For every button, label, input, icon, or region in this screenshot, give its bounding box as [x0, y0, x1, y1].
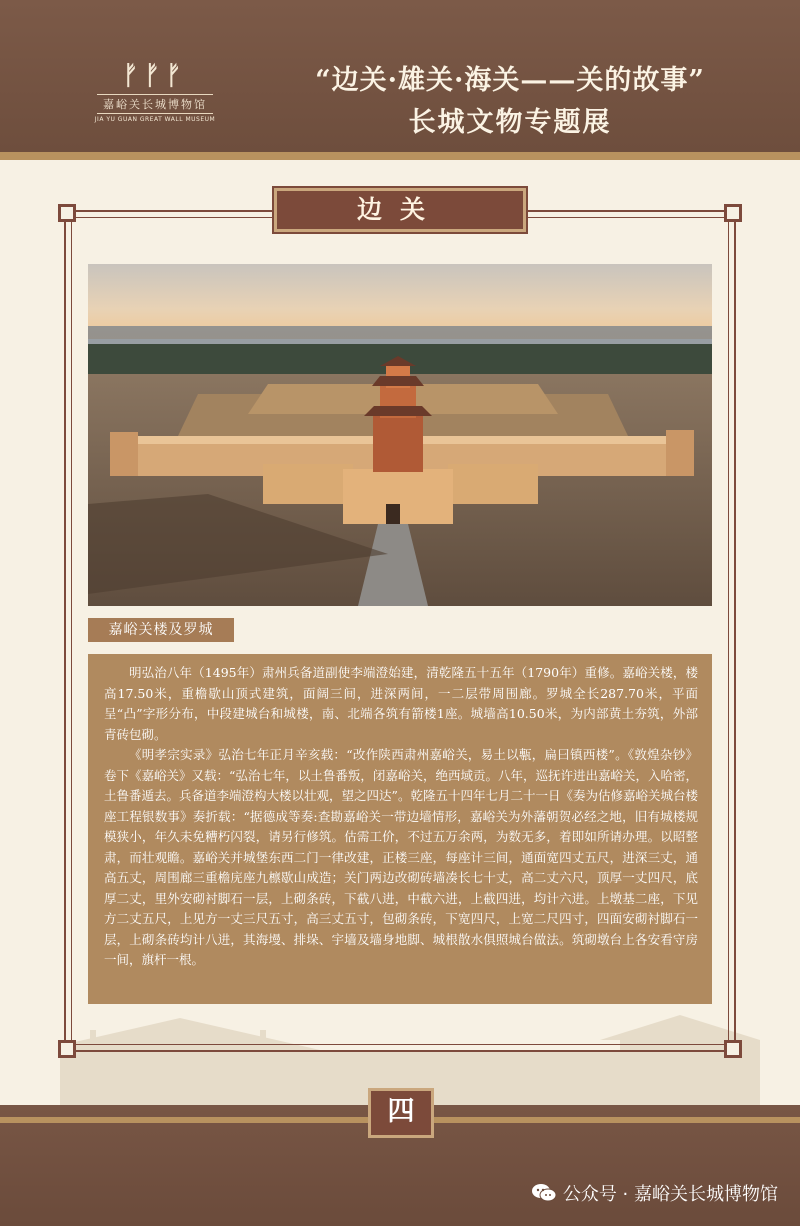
- body-paragraph: 《明孝宗实录》弘治七年正月辛亥载：“改作陕西肃州嘉峪关，易土以甎，扁曰镇西楼”。《敦煌杂钞》卷下《嘉峪关》又载：“弘治七年，以土鲁番叛，闭嘉峪关，绝西域贡。八年，巡抚许进出嘉峪关，入哈密，土鲁番遁去。兵备道李端澄构大楼以壮观，望之四达”。乾隆五十四年七月二十一日《奏为估修嘉峪关城台楼座工程银数事》奏折载：“据德成等奏:查勘嘉峪关一带边墙情形，嘉峪关为外藩朝贺必经之地，旧有城楼规模狭小，年久未免糟朽闪裂，请另行修筑。估需工价，不过五万余两，为数无多，着即如所请办理。以昭整肃，而壮观瞻。嘉峪关并城堡东西二门一律改建，正楼三座，每座计三间，通面宽四丈五尺，进深三丈，通高五丈，周围廊三重檐庑座九檩歇山成造；关门两边改砌砖墙凑长七十丈，高二丈六尺，顶厚一丈四尺，底厚二丈，里外安砌衬脚石一层，上砌条砖，下截八进，中截六进，上截四进，均计六进。上墩基二座，下见方二丈五尺，上见方一丈三尺五寸，高三丈五寸，包砌条砖，下宽四尺，上宽二尺四寸，四面安砌衬脚石一层，上砌条砖均计八进，其海墁、排垛、宇墙及墙身地脚、城根散水俱照城台做法。筑砌墩台上各安看守房一间，旗杆一根。: [104, 747, 698, 967]
- header-divider: [0, 152, 800, 160]
- logo-mark: ᚠᚠᚠ: [122, 61, 188, 91]
- frame-corner-ornament: [724, 1040, 742, 1058]
- frame-corner-ornament: [724, 204, 742, 222]
- museum-logo: [70, 62, 240, 122]
- wechat-account-name: 公众号 · 嘉峪关长城博物馆: [562, 1184, 778, 1205]
- wechat-account-label: [531, 1180, 778, 1206]
- frame-corner-ornament: [58, 204, 76, 222]
- body-paragraph: 明弘治八年（1495年）肃州兵备道副使李端澄始建，清乾隆五十五年（1790年）重修。嘉峪关楼，楼高17.50米，重檐歇山顶式建筑，面阔三间，进深两间，一二层带周围廊。罗城全长287.70米，平面呈“凸”字形分布，中段建城台和城楼，南、北端各筑有箭楼1座。城墙高10.50米，为内部黄土夯筑，外部青砖包砌。: [104, 665, 698, 742]
- frame-corner-ornament: [58, 1040, 76, 1058]
- exhibition-title: “边关·雄关·海关——关的故事”: [315, 65, 705, 96]
- logo-name-en: JIA YU GUAN GREAT WALL MUSEUM: [94, 116, 216, 123]
- fortress-photo: [88, 264, 712, 606]
- logo-name-cn: 嘉峪关长城博物馆: [97, 94, 213, 114]
- section-title: 边关: [274, 188, 526, 232]
- body-text-box: [88, 654, 712, 1004]
- page-number-badge: 四: [368, 1088, 434, 1138]
- wechat-icon: [531, 1183, 557, 1203]
- photo-caption: 嘉峪关楼及罗城: [88, 618, 234, 642]
- exhibition-subtitle: 长城文物专题展: [408, 107, 612, 138]
